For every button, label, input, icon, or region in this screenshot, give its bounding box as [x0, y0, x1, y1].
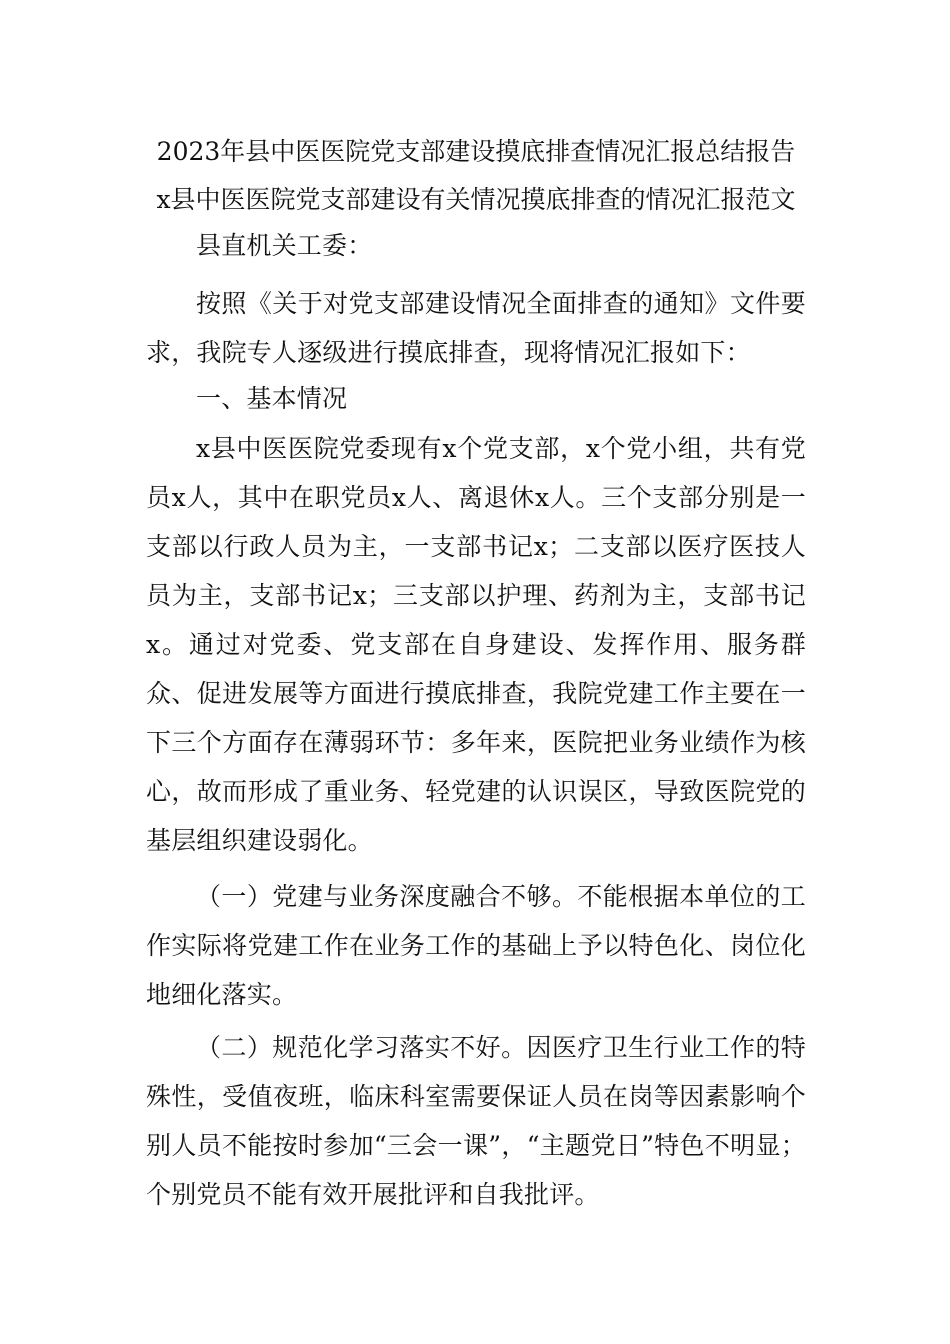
issue-paragraph-2: （二）规范化学习落实不好。因医疗卫生行业工作的特殊性，受值夜班，临床科室需要保证人员在岗等因素影响个别人员不能按时参加“三会一课”，“主题党日”特色不明显；个别党员不能有效开展批评和自我批评。 — [146, 1033, 806, 1209]
basic-situation-paragraph: x县中医医院党委现有x个党支部，x个党小组，共有党员x人，其中在职党员x人、离退休x人。三个支部分别是一支部以行政人员为主，一支部书记x；二支部以医疗医技人员为主，支部书记x；三支部以护理、药剂为主，支部书记x。通过对党委、党支部在自身建设、发挥作用、服务群众、促进发展等方面进行摸底排查，我院党建工作主要在一下三个方面存在薄弱环节：多年来，医院把业务业绩作为核心，故而形成了重业务、轻党建的认识误区，导致医院党的基层组织建设弱化。 — [146, 434, 806, 855]
document-title: 2023年县中医医院党支部建设摸底排查情况汇报总结报告 — [156, 137, 796, 166]
section-heading-basic-situation: 一、基本情况 — [196, 384, 348, 413]
intro-paragraph: 按照《关于对党支部建设情况全面排查的通知》文件要求，我院专人逐级进行摸底排查，现将情况汇报如下： — [146, 289, 806, 367]
salutation: 县直机关工委： — [196, 231, 373, 260]
issue-paragraph-1: （一）党建与业务深度融合不够。不能根据本单位的工作实际将党建工作在业务工作的基础上予以特色化、岗位化地细化落实。 — [146, 882, 806, 1009]
document-subtitle: x县中医医院党支部建设有关情况摸底排查的情况汇报范文 — [156, 185, 796, 214]
